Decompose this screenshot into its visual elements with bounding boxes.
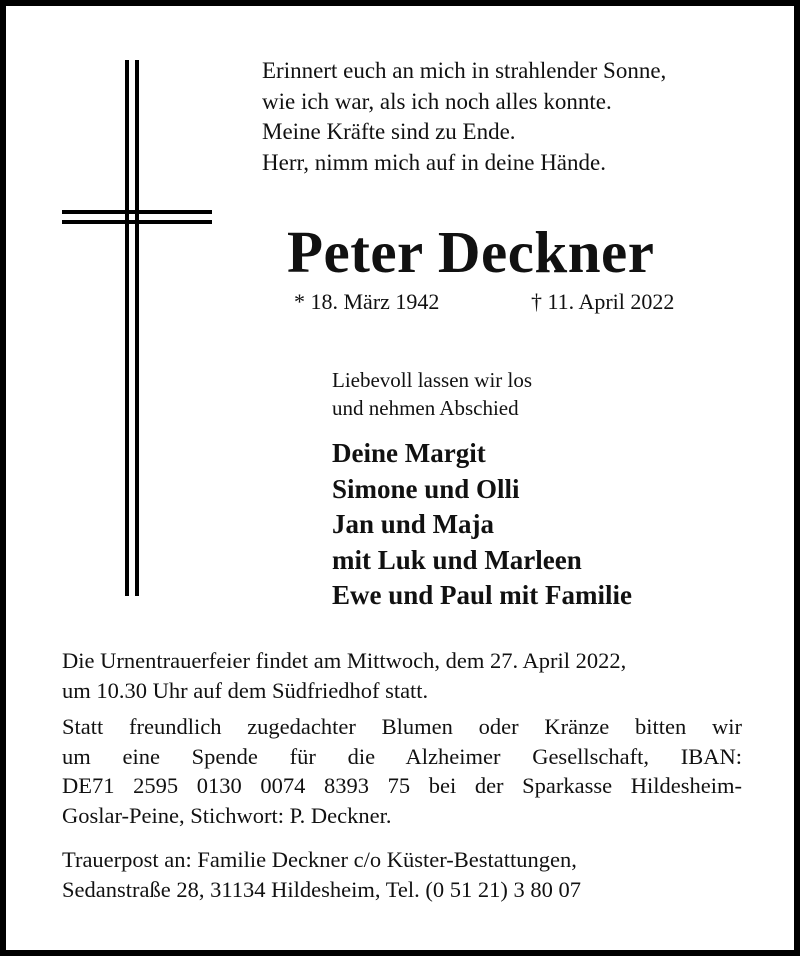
family-list [332,436,632,614]
cross-vertical-line-left [125,60,129,596]
family-member: Deine Margit [332,438,486,468]
donation-line: DE71 2595 0130 0074 8393 75 bei der Sparkasse Hildesheim- [62,773,742,798]
cross-horizontal-line-top [62,210,212,214]
poem [262,56,666,178]
poem-line: Meine Kräfte sind zu Ende. [262,119,516,144]
farewell-line: und nehmen Abschied [332,396,519,420]
cross-horizontal-beam [62,210,212,224]
cross-vertical-line-right [135,60,139,596]
contact-line: Trauerpost an: Familie Deckner c/o Küster-Bestattungen, [62,847,577,872]
death-date: † 11. April 2022 [531,289,675,314]
ceremony-line: Die Urnentrauerfeier findet am Mittwoch, dem 27. April 2022, [62,648,627,673]
cross-horizontal-line-bottom [62,220,212,224]
contact-paragraph [62,845,742,904]
poem-line: Erinnert euch an mich in strahlender Sonne, [262,58,667,83]
donation-paragraph [62,712,742,830]
contact-line: Sedanstraße 28, 31134 Hildesheim, Tel. (0 51 21) 3 80 07 [62,876,581,902]
family-member: Jan und Maja [332,509,495,539]
family-member: Simone und Olli [332,473,520,504]
birth-date: * 18. März 1942 [294,289,440,314]
cross-vertical-beam [125,60,139,596]
donation-line: um eine Spende für die Alzheimer Gesellschaft, IBAN: [62,743,742,769]
family-member: mit Luk und Marleen [332,544,582,575]
ceremony-paragraph [62,646,742,705]
poem-line: Herr, nimm mich auf in deine Hände. [262,149,606,175]
family-member: Ewe und Paul mit Familie [332,580,633,610]
deceased-name: Peter Deckner [287,219,655,285]
donation-line: Goslar-Peine, Stichwort: P. Deckner. [62,802,392,828]
donation-line: Statt freundlich zugedachter Blumen oder Kränze bitten wir [62,714,742,739]
farewell-text [332,366,532,422]
poem-line: wie ich war, als ich noch alles konnte. [262,88,612,114]
ceremony-line: um 10.30 Uhr auf dem Südfriedhof statt. [62,677,429,703]
farewell-line: Liebevoll lassen wir los [332,368,533,392]
